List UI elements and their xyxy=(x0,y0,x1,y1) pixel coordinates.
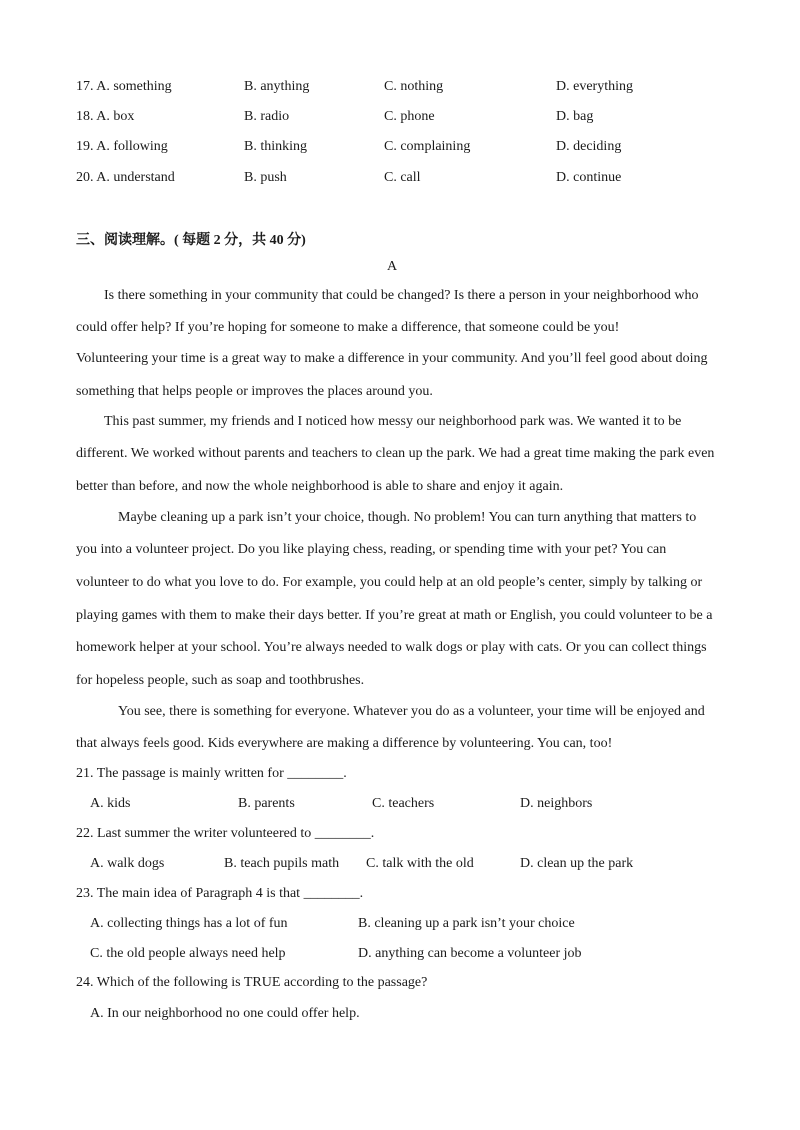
passage-title: A xyxy=(386,259,398,274)
option-d: D. continue xyxy=(556,170,622,185)
option-a: 17. A. something xyxy=(76,79,172,94)
passage-line: for hopeless people, such as soap and toothbrushes. xyxy=(76,673,365,688)
passage-line: playing games with them to make their days better. If you’re great at math or English, you could volunteer to be a xyxy=(76,608,713,623)
cloze-option-row xyxy=(0,139,800,159)
passage-line: Volunteering your time is a great way to make a difference in your community. And you’ll feel good about doing xyxy=(76,351,708,366)
option-a: 20. A. understand xyxy=(76,170,175,185)
option-c: C. complaining xyxy=(384,139,471,154)
passage-line: You see, there is something for everyone. Whatever you do as a volunteer, your time will be enjoyed and xyxy=(118,704,705,719)
option-d: D. neighbors xyxy=(520,796,593,811)
passage-line: that always feels good. Kids everywhere are making a difference by volunteering. You can, too! xyxy=(76,736,613,751)
passage-line: Is there something in your community that could be changed? Is there a person in your neighborhood who xyxy=(104,288,699,303)
option-c: C. phone xyxy=(384,109,435,124)
passage-line: homework helper at your school. You’re always needed to walk dogs or play with cats. Or you can collect things xyxy=(76,640,707,655)
option-b: B. thinking xyxy=(244,139,308,154)
option-c: C. talk with the old xyxy=(366,856,474,871)
passage-line: volunteer to do what you love to do. For example, you could help at an old people’s center, simply by talking or xyxy=(76,575,703,590)
option-a: A. In our neighborhood no one could offer help. xyxy=(90,1006,360,1021)
question-stem: 22. Last summer the writer volunteered to ________. xyxy=(76,826,375,841)
question-stem: 23. The main idea of Paragraph 4 is that ________. xyxy=(76,886,364,901)
passage-line: This past summer, my friends and I noticed how messy our neighborhood park was. We wanted it to be xyxy=(104,414,682,429)
option-a: 18. A. box xyxy=(76,109,135,124)
question-stem: 21. The passage is mainly written for ________. xyxy=(76,766,347,781)
option-c: C. nothing xyxy=(384,79,444,94)
option-c: C. teachers xyxy=(372,796,435,811)
option-b: B. teach pupils math xyxy=(224,856,340,871)
option-b: B. anything xyxy=(244,79,310,94)
option-c: C. the old people always need help xyxy=(90,946,286,961)
option-d: D. clean up the park xyxy=(520,856,634,871)
passage-line: Maybe cleaning up a park isn’t your choice, though. No problem! You can turn anything that matters to xyxy=(118,510,697,525)
option-a: 19. A. following xyxy=(76,139,168,154)
question-options xyxy=(0,1006,800,1026)
option-d: D. bag xyxy=(556,109,594,124)
question-stem: 24. Which of the following is TRUE according to the passage? xyxy=(76,975,428,990)
cloze-option-row xyxy=(0,109,800,129)
passage-line: you into a volunteer project. Do you like playing chess, reading, or spending time with your pet? You can xyxy=(76,542,667,557)
question-options xyxy=(0,856,800,876)
passage-line: could offer help? If you’re hoping for someone to make a difference, that someone could be you! xyxy=(76,320,620,335)
option-a: A. collecting things has a lot of fun xyxy=(90,916,288,931)
option-c: C. call xyxy=(384,170,421,185)
section-heading: 三、阅读理解。( 每题 2 分，共 40 分) xyxy=(76,233,306,248)
option-d: D. anything can become a volunteer job xyxy=(358,946,582,961)
question-options xyxy=(0,946,800,966)
option-a: A. walk dogs xyxy=(90,856,165,871)
question-options xyxy=(0,796,800,816)
cloze-option-row xyxy=(0,79,800,99)
cloze-option-row xyxy=(0,170,800,190)
option-b: B. radio xyxy=(244,109,290,124)
question-options xyxy=(0,916,800,936)
option-d: D. everything xyxy=(556,79,633,94)
option-a: A. kids xyxy=(90,796,131,811)
option-b: B. parents xyxy=(238,796,295,811)
option-b: B. cleaning up a park isn’t your choice xyxy=(358,916,575,931)
passage-line: different. We worked without parents and teachers to clean up the park. We had a great time making the park even xyxy=(76,446,715,461)
passage-line: better than before, and now the whole neighborhood is able to share and enjoy it again. xyxy=(76,479,564,494)
passage-line: something that helps people or improves the places around you. xyxy=(76,384,433,399)
option-d: D. deciding xyxy=(556,139,622,154)
option-b: B. push xyxy=(244,170,287,185)
